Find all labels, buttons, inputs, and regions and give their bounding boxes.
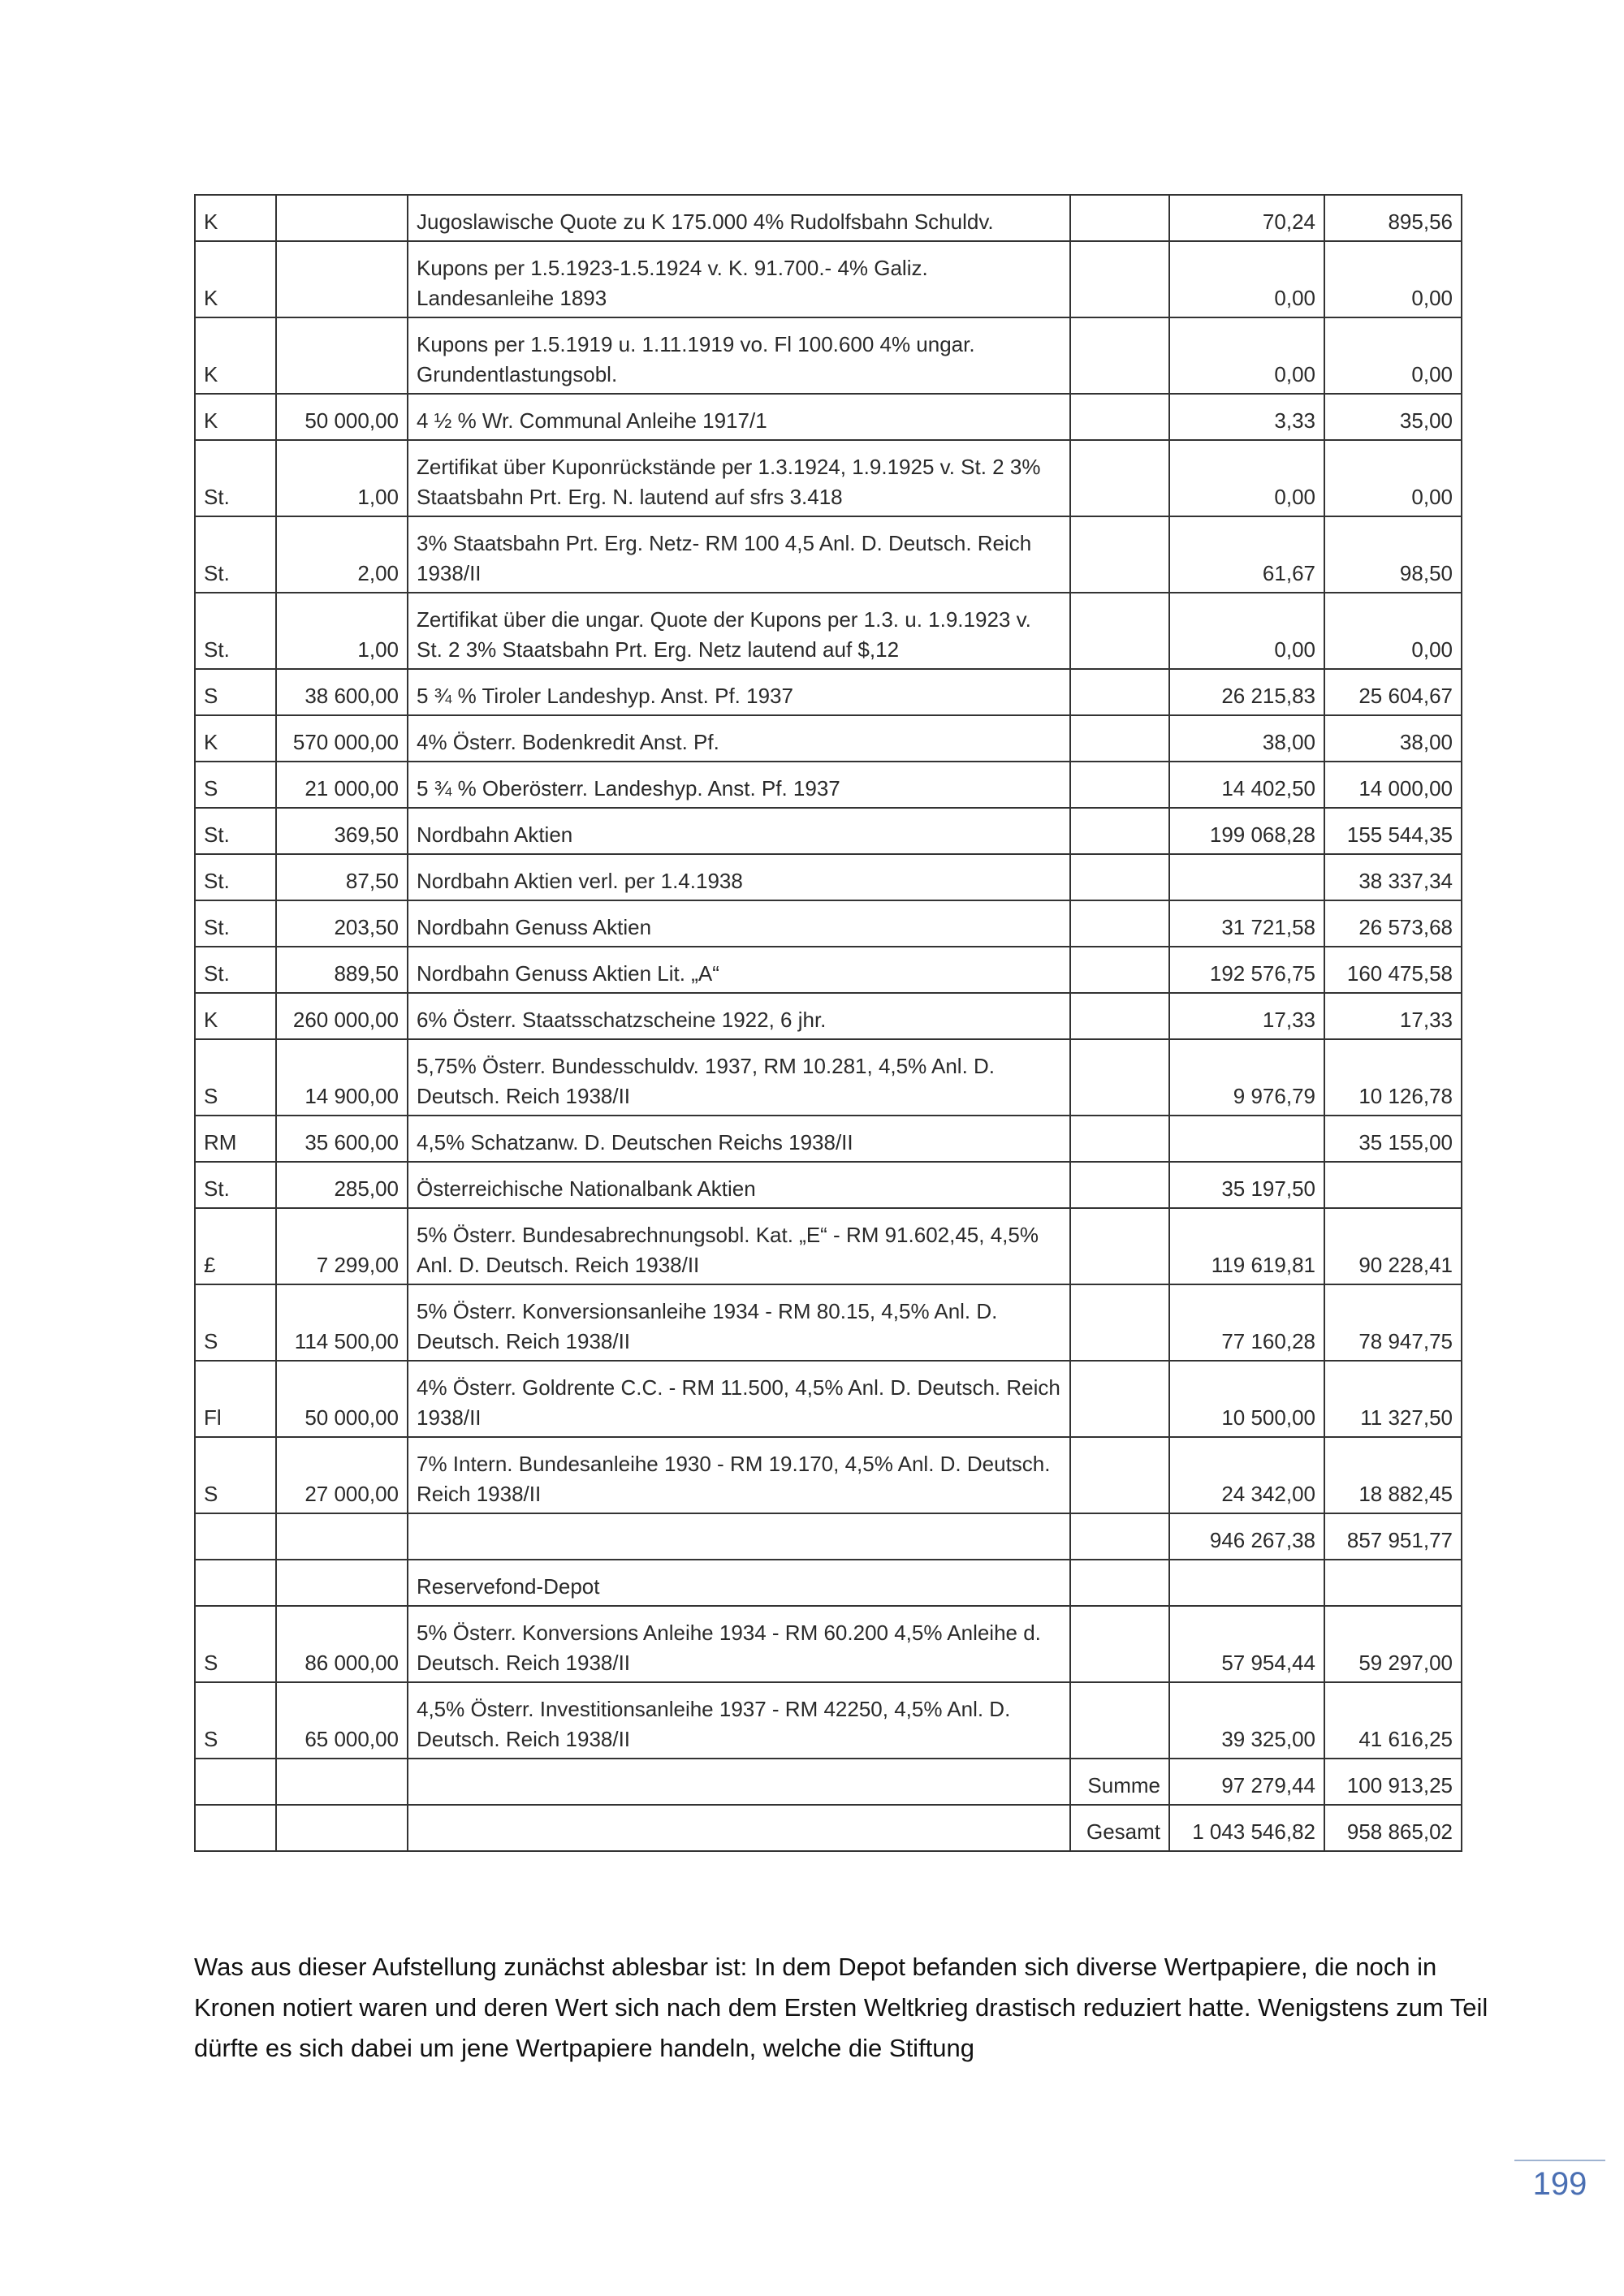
cell-amount: 65 000,00	[276, 1682, 408, 1759]
cell-value-2: 18 882,45	[1324, 1437, 1462, 1513]
cell-amount: 889,50	[276, 947, 408, 993]
cell-value-1: 946 267,38	[1169, 1513, 1324, 1560]
cell-label: Gesamt	[1070, 1805, 1169, 1851]
table-row	[195, 516, 1462, 593]
body-paragraph: Was aus dieser Aufstellung zunächst ablesbar ist: In dem Depot befanden sich diverse Wertpapiere, die noch in Kronen notiert waren und deren Wert sich nach dem Ersten Weltkrieg drastisch reduziert hatte. Wenigstens zum Teil dürfte es sich dabei um jene Wertpapiere handeln, welche die Stiftung	[194, 1953, 1488, 2062]
table-row	[195, 993, 1462, 1039]
cell-description: 4,5% Österr. Investitionsanleihe 1937 - RM 42250, 4,5% Anl. D. Deutsch. Reich 1938/II	[408, 1682, 1070, 1759]
cell-label	[1070, 317, 1169, 394]
cell-value-2: 895,56	[1324, 195, 1462, 241]
cell-description: 5 ¾ % Oberösterr. Landeshyp. Anst. Pf. 1937	[408, 762, 1070, 808]
cell-label	[1070, 195, 1169, 241]
cell-unit: St.	[195, 1162, 276, 1208]
cell-description: 4,5% Schatzanw. D. Deutschen Reichs 1938/II	[408, 1116, 1070, 1162]
cell-unit: RM	[195, 1116, 276, 1162]
cell-value-2	[1324, 1560, 1462, 1606]
cell-value-2: 38,00	[1324, 715, 1462, 762]
cell-unit: St.	[195, 440, 276, 516]
cell-amount: 38 600,00	[276, 669, 408, 715]
cell-value-1: 39 325,00	[1169, 1682, 1324, 1759]
table-row	[195, 715, 1462, 762]
cell-value-2: 155 544,35	[1324, 808, 1462, 854]
cell-amount	[276, 1513, 408, 1560]
cell-amount: 50 000,00	[276, 394, 408, 440]
cell-amount: 27 000,00	[276, 1437, 408, 1513]
cell-amount: 2,00	[276, 516, 408, 593]
cell-value-1: 192 576,75	[1169, 947, 1324, 993]
cell-label: Summe	[1070, 1759, 1169, 1805]
cell-label	[1070, 394, 1169, 440]
cell-description: 4% Österr. Goldrente C.C. - RM 11.500, 4,5% Anl. D. Deutsch. Reich 1938/II	[408, 1361, 1070, 1437]
cell-value-1: 0,00	[1169, 241, 1324, 317]
cell-amount: 369,50	[276, 808, 408, 854]
cell-unit	[195, 1560, 276, 1606]
cell-amount: 203,50	[276, 900, 408, 947]
table-row	[195, 1208, 1462, 1284]
cell-description: 4 ½ % Wr. Communal Anleihe 1917/1	[408, 394, 1070, 440]
table-row	[195, 1805, 1462, 1851]
cell-label	[1070, 1560, 1169, 1606]
cell-unit: St.	[195, 854, 276, 900]
cell-value-1: 3,33	[1169, 394, 1324, 440]
table-row	[195, 669, 1462, 715]
cell-amount: 1,00	[276, 593, 408, 669]
cell-label	[1070, 1437, 1169, 1513]
table-row	[195, 947, 1462, 993]
cell-unit: Fl	[195, 1361, 276, 1437]
cell-value-2: 41 616,25	[1324, 1682, 1462, 1759]
cell-amount	[276, 195, 408, 241]
cell-description: 3% Staatsbahn Prt. Erg. Netz- RM 100 4,5 Anl. D. Deutsch. Reich 1938/II	[408, 516, 1070, 593]
table-row	[195, 1606, 1462, 1682]
table-row	[195, 317, 1462, 394]
cell-value-1: 97 279,44	[1169, 1759, 1324, 1805]
cell-description: Zertifikat über Kuponrückstände per 1.3.1924, 1.9.1925 v. St. 2 3% Staatsbahn Prt. Erg. N. lautend auf sfrs 3.418	[408, 440, 1070, 516]
table-row	[195, 1116, 1462, 1162]
table-row	[195, 440, 1462, 516]
cell-value-1: 31 721,58	[1169, 900, 1324, 947]
cell-description: 6% Österr. Staatsschatzscheine 1922, 6 jhr.	[408, 993, 1070, 1039]
cell-description: Reservefond-Depot	[408, 1560, 1070, 1606]
cell-label	[1070, 516, 1169, 593]
cell-description: 5 ¾ % Tiroler Landeshyp. Anst. Pf. 1937	[408, 669, 1070, 715]
cell-value-2: 0,00	[1324, 593, 1462, 669]
table-row	[195, 241, 1462, 317]
cell-unit: K	[195, 195, 276, 241]
cell-amount	[276, 1560, 408, 1606]
table-row	[195, 1513, 1462, 1560]
cell-amount: 86 000,00	[276, 1606, 408, 1682]
cell-label	[1070, 1682, 1169, 1759]
cell-value-2: 100 913,25	[1324, 1759, 1462, 1805]
cell-unit: K	[195, 715, 276, 762]
cell-value-1	[1169, 1560, 1324, 1606]
cell-unit: K	[195, 993, 276, 1039]
cell-value-1: 14 402,50	[1169, 762, 1324, 808]
cell-unit	[195, 1513, 276, 1560]
table-row	[195, 1162, 1462, 1208]
cell-description: 5,75% Österr. Bundesschuldv. 1937, RM 10.281, 4,5% Anl. D. Deutsch. Reich 1938/II	[408, 1039, 1070, 1116]
cell-value-1: 38,00	[1169, 715, 1324, 762]
cell-unit: St.	[195, 516, 276, 593]
cell-label	[1070, 1208, 1169, 1284]
cell-value-1: 0,00	[1169, 593, 1324, 669]
table-row	[195, 1039, 1462, 1116]
cell-unit: St.	[195, 900, 276, 947]
cell-value-1: 57 954,44	[1169, 1606, 1324, 1682]
cell-value-2: 14 000,00	[1324, 762, 1462, 808]
cell-value-1: 26 215,83	[1169, 669, 1324, 715]
cell-unit: £	[195, 1208, 276, 1284]
cell-description: Kupons per 1.5.1919 u. 1.11.1919 vo. Fl 100.600 4% ungar. Grundentlastungsobl.	[408, 317, 1070, 394]
cell-value-2	[1324, 1162, 1462, 1208]
cell-description: Nordbahn Aktien verl. per 1.4.1938	[408, 854, 1070, 900]
cell-unit: S	[195, 1284, 276, 1361]
cell-label	[1070, 854, 1169, 900]
cell-amount: 7 299,00	[276, 1208, 408, 1284]
table-row	[195, 900, 1462, 947]
cell-label	[1070, 1513, 1169, 1560]
cell-label	[1070, 440, 1169, 516]
cell-value-2: 10 126,78	[1324, 1039, 1462, 1116]
page-number-rule	[1514, 2160, 1605, 2161]
cell-label	[1070, 1116, 1169, 1162]
cell-description: Jugoslawische Quote zu K 175.000 4% Rudolfsbahn Schuldv.	[408, 195, 1070, 241]
table-row	[195, 808, 1462, 854]
cell-value-2: 78 947,75	[1324, 1284, 1462, 1361]
cell-value-2: 98,50	[1324, 516, 1462, 593]
cell-unit: S	[195, 1437, 276, 1513]
cell-amount: 50 000,00	[276, 1361, 408, 1437]
cell-amount: 114 500,00	[276, 1284, 408, 1361]
cell-unit: S	[195, 762, 276, 808]
cell-description: Nordbahn Aktien	[408, 808, 1070, 854]
table-row	[195, 762, 1462, 808]
cell-unit: St.	[195, 593, 276, 669]
cell-label	[1070, 669, 1169, 715]
cell-label	[1070, 900, 1169, 947]
cell-value-2: 38 337,34	[1324, 854, 1462, 900]
cell-description	[408, 1759, 1070, 1805]
cell-unit: S	[195, 1039, 276, 1116]
securities-table	[194, 194, 1462, 1852]
cell-label	[1070, 1039, 1169, 1116]
cell-value-2: 160 475,58	[1324, 947, 1462, 993]
cell-label	[1070, 1361, 1169, 1437]
securities-table-body	[195, 195, 1462, 1851]
cell-value-1: 119 619,81	[1169, 1208, 1324, 1284]
cell-unit	[195, 1805, 276, 1851]
cell-value-1: 35 197,50	[1169, 1162, 1324, 1208]
cell-amount: 21 000,00	[276, 762, 408, 808]
table-row	[195, 195, 1462, 241]
cell-amount: 260 000,00	[276, 993, 408, 1039]
cell-value-2: 0,00	[1324, 317, 1462, 394]
cell-value-2: 35,00	[1324, 394, 1462, 440]
cell-value-1: 9 976,79	[1169, 1039, 1324, 1116]
cell-value-2: 0,00	[1324, 241, 1462, 317]
cell-unit: S	[195, 1606, 276, 1682]
cell-label	[1070, 1162, 1169, 1208]
table-row	[195, 854, 1462, 900]
cell-amount: 87,50	[276, 854, 408, 900]
cell-description: 7% Intern. Bundesanleihe 1930 - RM 19.170, 4,5% Anl. D. Deutsch. Reich 1938/II	[408, 1437, 1070, 1513]
cell-label	[1070, 947, 1169, 993]
cell-amount	[276, 317, 408, 394]
cell-value-2: 11 327,50	[1324, 1361, 1462, 1437]
table-row	[195, 1284, 1462, 1361]
cell-value-2: 59 297,00	[1324, 1606, 1462, 1682]
cell-unit: S	[195, 669, 276, 715]
cell-description: Kupons per 1.5.1923-1.5.1924 v. K. 91.700.- 4% Galiz. Landesanleihe 1893	[408, 241, 1070, 317]
cell-label	[1070, 762, 1169, 808]
cell-value-1: 17,33	[1169, 993, 1324, 1039]
cell-unit: St.	[195, 947, 276, 993]
cell-description	[408, 1805, 1070, 1851]
cell-unit: S	[195, 1682, 276, 1759]
cell-value-2: 958 865,02	[1324, 1805, 1462, 1851]
cell-value-2: 0,00	[1324, 440, 1462, 516]
cell-label	[1070, 1606, 1169, 1682]
cell-amount: 1,00	[276, 440, 408, 516]
cell-label	[1070, 1284, 1169, 1361]
table-row	[195, 1361, 1462, 1437]
cell-value-1	[1169, 854, 1324, 900]
cell-value-1: 24 342,00	[1169, 1437, 1324, 1513]
cell-label	[1070, 993, 1169, 1039]
cell-value-2: 857 951,77	[1324, 1513, 1462, 1560]
cell-value-1: 70,24	[1169, 195, 1324, 241]
cell-value-1: 199 068,28	[1169, 808, 1324, 854]
cell-value-2: 35 155,00	[1324, 1116, 1462, 1162]
cell-description: 4% Österr. Bodenkredit Anst. Pf.	[408, 715, 1070, 762]
cell-amount	[276, 1759, 408, 1805]
cell-amount	[276, 1805, 408, 1851]
cell-unit: K	[195, 394, 276, 440]
cell-unit: K	[195, 317, 276, 394]
cell-amount: 285,00	[276, 1162, 408, 1208]
cell-label	[1070, 241, 1169, 317]
cell-value-2: 90 228,41	[1324, 1208, 1462, 1284]
table-row	[195, 394, 1462, 440]
cell-value-1: 0,00	[1169, 317, 1324, 394]
page-number: 199	[1532, 2166, 1587, 2202]
cell-value-1: 10 500,00	[1169, 1361, 1324, 1437]
cell-value-1: 61,67	[1169, 516, 1324, 593]
cell-label	[1070, 808, 1169, 854]
cell-description: 5% Österr. Bundesabrechnungsobl. Kat. „E“ - RM 91.602,45, 4,5% Anl. D. Deutsch. Reich 1938/II	[408, 1208, 1070, 1284]
cell-value-1	[1169, 1116, 1324, 1162]
cell-description: 5% Österr. Konversions Anleihe 1934 - RM 60.200 4,5% Anleihe d. Deutsch. Reich 1938/II	[408, 1606, 1070, 1682]
cell-description: Nordbahn Genuss Aktien	[408, 900, 1070, 947]
cell-description: Zertifikat über die ungar. Quote der Kupons per 1.3. u. 1.9.1923 v. St. 2 3% Staatsbahn Prt. Erg. Netz lautend auf $,12	[408, 593, 1070, 669]
cell-description	[408, 1513, 1070, 1560]
table-row	[195, 593, 1462, 669]
cell-amount: 14 900,00	[276, 1039, 408, 1116]
cell-unit: St.	[195, 808, 276, 854]
cell-unit: K	[195, 241, 276, 317]
cell-label	[1070, 715, 1169, 762]
table-row	[195, 1560, 1462, 1606]
cell-amount	[276, 241, 408, 317]
cell-unit	[195, 1759, 276, 1805]
cell-amount: 35 600,00	[276, 1116, 408, 1162]
cell-value-2: 25 604,67	[1324, 669, 1462, 715]
table-row	[195, 1437, 1462, 1513]
cell-value-1: 77 160,28	[1169, 1284, 1324, 1361]
cell-description: Nordbahn Genuss Aktien Lit. „A“	[408, 947, 1070, 993]
cell-label	[1070, 593, 1169, 669]
cell-value-1: 0,00	[1169, 440, 1324, 516]
cell-value-2: 17,33	[1324, 993, 1462, 1039]
table-row	[195, 1682, 1462, 1759]
cell-description: 5% Österr. Konversionsanleihe 1934 - RM 80.15, 4,5% Anl. D. Deutsch. Reich 1938/II	[408, 1284, 1070, 1361]
cell-value-2: 26 573,68	[1324, 900, 1462, 947]
cell-value-1: 1 043 546,82	[1169, 1805, 1324, 1851]
cell-description: Österreichische Nationalbank Aktien	[408, 1162, 1070, 1208]
cell-amount: 570 000,00	[276, 715, 408, 762]
table-row	[195, 1759, 1462, 1805]
